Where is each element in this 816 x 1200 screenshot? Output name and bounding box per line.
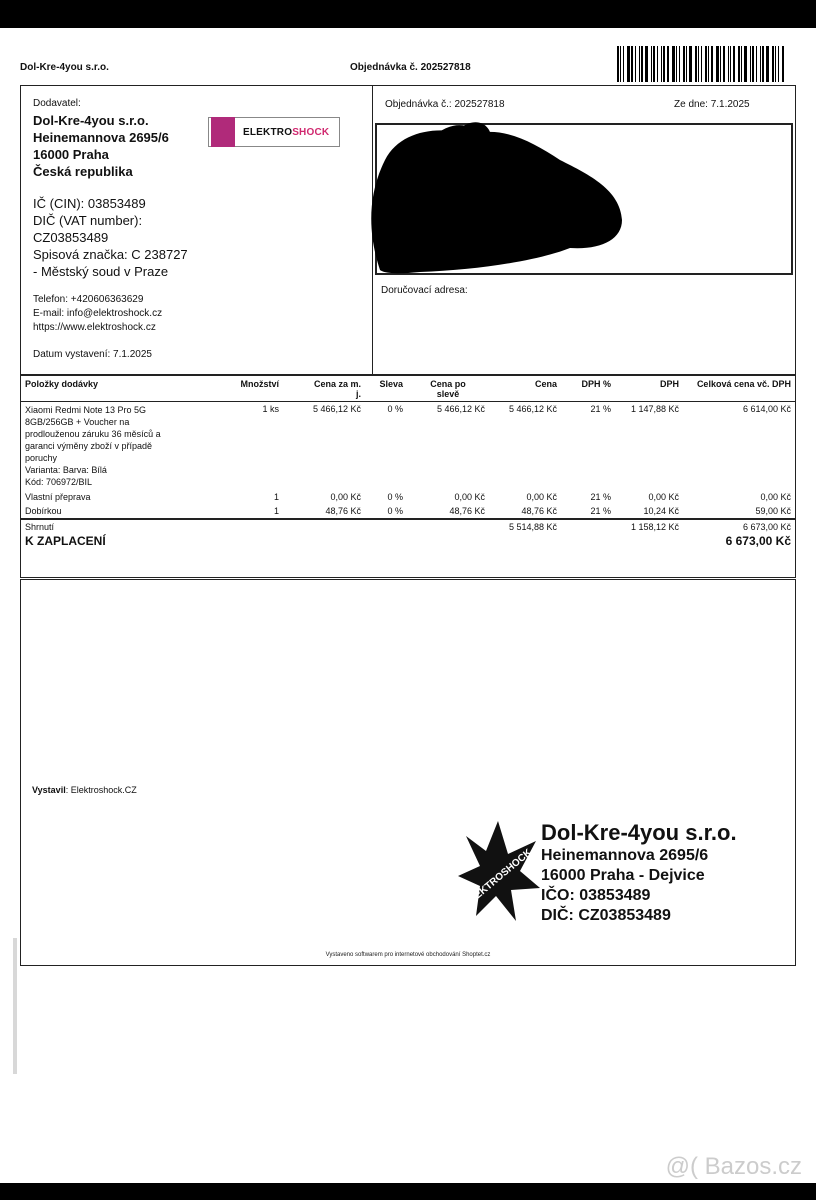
supplier-name: Dol-Kre-4you s.r.o. [33, 113, 149, 128]
summary-label: Shrnutí [25, 522, 55, 532]
supplier-court: - Městský soud v Praze [33, 264, 169, 279]
col-item: Položky dodávky [25, 379, 99, 389]
barcode-bar [705, 46, 707, 82]
barcode-bar [701, 46, 702, 82]
row-unit-price: 5 466,12 Kč [312, 404, 361, 414]
barcode-bar [772, 46, 774, 82]
supplier-register: Spisová značka: C 238727 [33, 247, 188, 262]
header-company: Dol-Kre-4you s.r.o. [20, 62, 109, 73]
col-vat-pct: DPH % [581, 379, 611, 389]
supplier-dic: DIČ (VAT number): [33, 213, 143, 228]
barcode-bar [661, 46, 662, 82]
barcode-bar [623, 46, 624, 82]
row-vat-pct: 21 % [590, 506, 611, 516]
col-after-discount: Cena po slevě [430, 379, 466, 399]
barcode-bar [631, 46, 633, 82]
row-vat: 0,00 Kč [648, 492, 679, 502]
scroll-edge [13, 938, 17, 1074]
supplier-city: 16000 Praha [33, 147, 109, 162]
items-table [21, 377, 795, 550]
row-price: 0,00 Kč [526, 492, 557, 502]
order-number: Objednávka č.: 202527818 [385, 99, 505, 110]
barcode-bar [708, 46, 709, 82]
barcode-bar [617, 46, 619, 82]
row-total: 59,00 Kč [755, 506, 791, 516]
table-row [21, 504, 795, 519]
summary-row [21, 519, 795, 534]
order-date: Ze dne: 7.1.2025 [674, 99, 750, 110]
barcode-bar [672, 46, 675, 82]
barcode-bar [627, 46, 630, 82]
barcode-bar [778, 46, 779, 82]
elektroshock-logo [208, 117, 340, 147]
row-vat: 10,24 Kč [643, 506, 679, 516]
supplier-phone: Telefon: +420606363629 [33, 294, 144, 305]
col-price: Cena [534, 379, 557, 389]
supplier-country: Česká republika [33, 164, 133, 179]
row-discount: 0 % [387, 404, 403, 414]
barcode-bar [641, 46, 643, 82]
software-note: Vystaveno softwarem pro internetové obchodování Shoptet.cz [325, 952, 491, 958]
row-after-discount: 0,00 Kč [454, 492, 485, 502]
row-qty: 1 [273, 506, 279, 516]
row-total: 0,00 Kč [760, 492, 791, 502]
barcode-bar [667, 46, 669, 82]
row-unit-price: 48,76 Kč [325, 506, 361, 516]
barcode-bar [716, 46, 719, 82]
row-price: 5 466,12 Kč [508, 404, 557, 414]
issuer-label: Vystavil [32, 785, 66, 795]
row-qty: 1 ks [262, 404, 279, 414]
row-vat-pct: 21 % [590, 492, 611, 502]
barcode-bar [653, 46, 655, 82]
pay-label: K ZAPLACENÍ [25, 534, 106, 548]
table-row [21, 490, 795, 504]
issue-date: Datum vystavení: 7.1.2025 [33, 349, 152, 360]
stamp-badge-icon [456, 816, 541, 926]
company-stamp [456, 816, 746, 936]
logo-mark-icon [211, 117, 235, 147]
summary-vat: 1 158,12 Kč [630, 522, 679, 532]
barcode-bar [645, 46, 648, 82]
barcode-bar [679, 46, 680, 82]
col-qty: Množství [240, 379, 279, 389]
barcode-bar [728, 46, 729, 82]
barcode-bar [683, 46, 685, 82]
items-table-wrap [21, 377, 795, 550]
supplier-address [33, 112, 169, 180]
barcode-bar [752, 46, 754, 82]
table-row [21, 402, 795, 491]
barcode-bar [635, 46, 636, 82]
row-total: 6 614,00 Kč [742, 404, 791, 414]
supplier-email: E-mail: info@elektroshock.cz [33, 308, 163, 319]
bazos-watermark: @( Bazos.cz [665, 1153, 802, 1180]
barcode-bar [663, 46, 665, 82]
row-qty: 1 [273, 492, 279, 502]
stamp-text: Dol-Kre-4you s.r.o. Heinemannova 2695/6 16000 Praha - Dejvice IČO: 03853489 DIČ: CZ03853489 [541, 820, 737, 924]
row-item-desc: Vlastní přeprava [25, 492, 91, 502]
supplier-web: https://www.elektroshock.cz [33, 322, 156, 333]
col-unit-price: Cena za m. j. [313, 379, 361, 399]
issuer [32, 785, 137, 795]
row-after-discount: 48,76 Kč [449, 506, 485, 516]
row-discount: 0 % [387, 492, 403, 502]
barcode-bar [730, 46, 731, 82]
pay-row [21, 534, 795, 550]
row-vat: 1 147,88 Kč [630, 404, 679, 414]
supplier-dic-value: CZ03853489 [33, 230, 109, 245]
barcode-bar [744, 46, 747, 82]
summary-total: 6 673,00 Kč [742, 522, 791, 532]
barcode [617, 46, 795, 82]
barcode-bar [738, 46, 740, 82]
barcode-bar [782, 46, 784, 82]
barcode-bar [750, 46, 751, 82]
barcode-bar [733, 46, 735, 82]
row-vat-pct: 21 % [590, 404, 611, 414]
logo-text: ELEKTROSHOCK [243, 126, 330, 138]
barcode-bar [720, 46, 721, 82]
barcode-bar [766, 46, 769, 82]
barcode-bar [760, 46, 761, 82]
barcode-bar [676, 46, 677, 82]
barcode-bar [775, 46, 776, 82]
col-total: Celková cena vč. DPH [696, 379, 791, 389]
supplier-ids [33, 195, 188, 280]
supplier-label: Dodavatel: [33, 98, 81, 109]
supplier-contact [33, 293, 162, 335]
barcode-bar [723, 46, 725, 82]
row-discount: 0 % [387, 506, 403, 516]
barcode-bar [711, 46, 713, 82]
top-bar [0, 0, 816, 28]
supplier-street: Heinemannova 2695/6 [33, 130, 169, 145]
barcode-bar [689, 46, 692, 82]
barcode-bar [698, 46, 699, 82]
barcode-bar [639, 46, 640, 82]
supplier-ic: IČ (CIN): 03853489 [33, 196, 146, 211]
barcode-bar [620, 46, 621, 82]
row-unit-price: 0,00 Kč [330, 492, 361, 502]
table-header-row [21, 377, 795, 402]
redaction-scribble [360, 120, 625, 275]
delivery-address-label: Doručovací adresa: [381, 285, 468, 296]
barcode-bar [741, 46, 742, 82]
barcode-bar [756, 46, 757, 82]
row-price: 48,76 Kč [521, 506, 557, 516]
barcode-bar [695, 46, 697, 82]
issuer-value: : Elektroshock.CZ [65, 785, 137, 795]
col-discount: Sleva [379, 379, 403, 389]
barcode-bar [657, 46, 658, 82]
row-item-desc: Dobírkou [25, 506, 62, 516]
col-vat: DPH [659, 379, 679, 389]
row-item-desc: Xiaomi Redmi Note 13 Pro 5G 8GB/256GB + Voucher na prodlouženou záruku 36 měsíců a garanci výměny zboží v případě poruchy Varianta: Barva: Bílá Kód: 706972/BIL [25, 405, 161, 487]
summary-price: 5 514,88 Kč [508, 522, 557, 532]
svg-text:ELEKTROSHOCK: ELEKTROSHOCK [462, 847, 534, 910]
row-after-discount: 5 466,12 Kč [436, 404, 485, 414]
barcode-bar [686, 46, 687, 82]
barcode-bar [651, 46, 652, 82]
barcode-bar [762, 46, 764, 82]
header-order-title: Objednávka č. 202527818 [350, 62, 471, 73]
bottom-bar [0, 1183, 816, 1200]
pay-total: 6 673,00 Kč [725, 534, 791, 548]
